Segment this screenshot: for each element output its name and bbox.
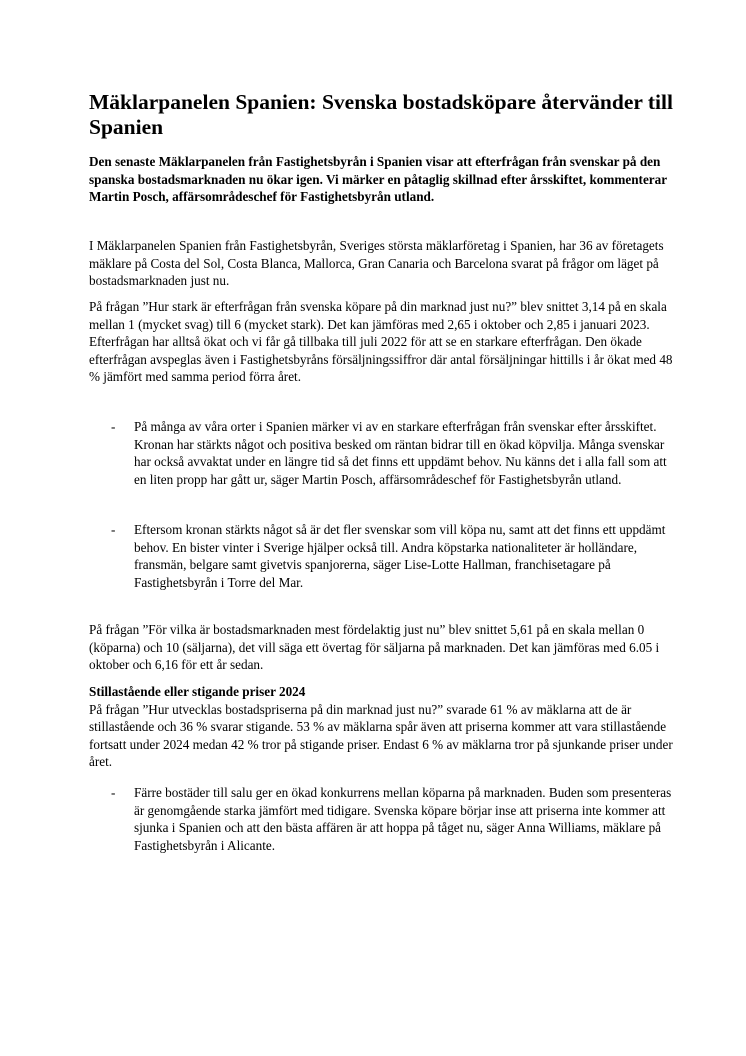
section-heading: Stillastående eller stigande priser 2024 [89, 684, 306, 699]
dash-bullet: - [111, 522, 116, 537]
quote-text: Färre bostäder till salu ger en ökad konkurrens mellan köparna på marknaden. Buden som presenteras är genomgående starka jämfört med tidigare. Svenska köpare börjar inse att priserna inte kommer att sjunka i Spanien och att den bästa affären är att hoppa på tåget nu, säger Anna Williams, mäklare på Fastighetsbyrån i Alicante. [134, 785, 672, 853]
section-prices [89, 683, 681, 771]
paragraph-prices: På frågan ”Hur utvecklas bostadspriserna på din marknad just nu?” svarade 61 % av mäklarna att de är stillastående och 36 % svarar stigande. 53 % av mäklarna spår även att priserna kommer att vara stillastående fortsatt under 2024 medan 42 % tror på stigande priser. Endast 6 % av mäklarna tror på sjunkande priser under året. [89, 701, 673, 769]
paragraph-intro: I Mäklarpanelen Spanien från Fastighetsbyrån, Sveriges största mäklarföretag i Spanien, har 36 av företagets mäklare på Costa del Sol, Costa Blanca, Mallorca, Gran Canaria och Barcelona svarat på frågor om läget på bostadsmarknaden just nu. [89, 238, 664, 288]
dash-bullet: - [111, 785, 116, 800]
article-title: Mäklarpanelen Spanien: Svenska bostadsköpare återvänder till Spanien [89, 90, 673, 139]
paragraph-demand: På frågan ”Hur stark är efterfrågan från svenska köpare på din marknad just nu?” blev snittet 3,14 på en skala mellan 1 (mycket svag) till 6 (mycket stark). Det kan jämföras med 2,65 i oktober och 2,85 i januari 2023. Efterfrågan har alltså ökat och vi får gå tillbaka till juli 2022 för att se en starkare efterfrågan. Den ökade efterfrågan avspeglas även i Fastighetsbyråns försäljningssiffror där antal försäljningar hittills i år ökat med 48 % jämfört med samma period förra året. [89, 299, 673, 384]
quote-text: På många av våra orter i Spanien märker vi av en starkare efterfrågan från svenskar efter årsskiftet. Kronan har stärkts något och positiva besked om räntan bidrar till en ökad köpvilja. Många svenskar har också avvaktat under en längre tid så det finns ett uppdämt behov. Nu känns det i alla fall som att en liten propp har gått ur, säger Martin Posch, affärsområdeschef för Fastighetsbyrån utland. [134, 419, 667, 487]
paragraph-market-advantage: På frågan ”För vilka är bostadsmarknaden mest fördelaktig just nu” blev snittet 5,61 på en skala mellan 0 (köparna) och 10 (säljarna), det vill säga ett övertag för säljarna på marknaden. Det kan jämföras med 6.05 i oktober och 6,16 för ett år sedan. [89, 622, 660, 672]
quote-text: Eftersom kronan stärkts något så är det fler svenskar som vill köpa nu, samt att det finns ett uppdämt behov. En bister vinter i Sverige hjälper också till. Andra köpstarka nationaliteter är holländare, fransmän, belgare samt givetvis spanjorerna, säger Lise-Lotte Hallman, franchisetagare på Fastighetsbyrån i Torre del Mar. [134, 522, 666, 590]
article-lead: Den senaste Mäklarpanelen från Fastighetsbyrån i Spanien visar att efterfrågan från svenskar på den spanska bostadsmarknaden nu ökar igen. Vi märker en påtaglig skillnad efter årsskiftet, kommenterar Martin Posch, affärsområdeschef för Fastighetsbyrån utland. [89, 154, 667, 204]
dash-bullet: - [111, 419, 116, 434]
